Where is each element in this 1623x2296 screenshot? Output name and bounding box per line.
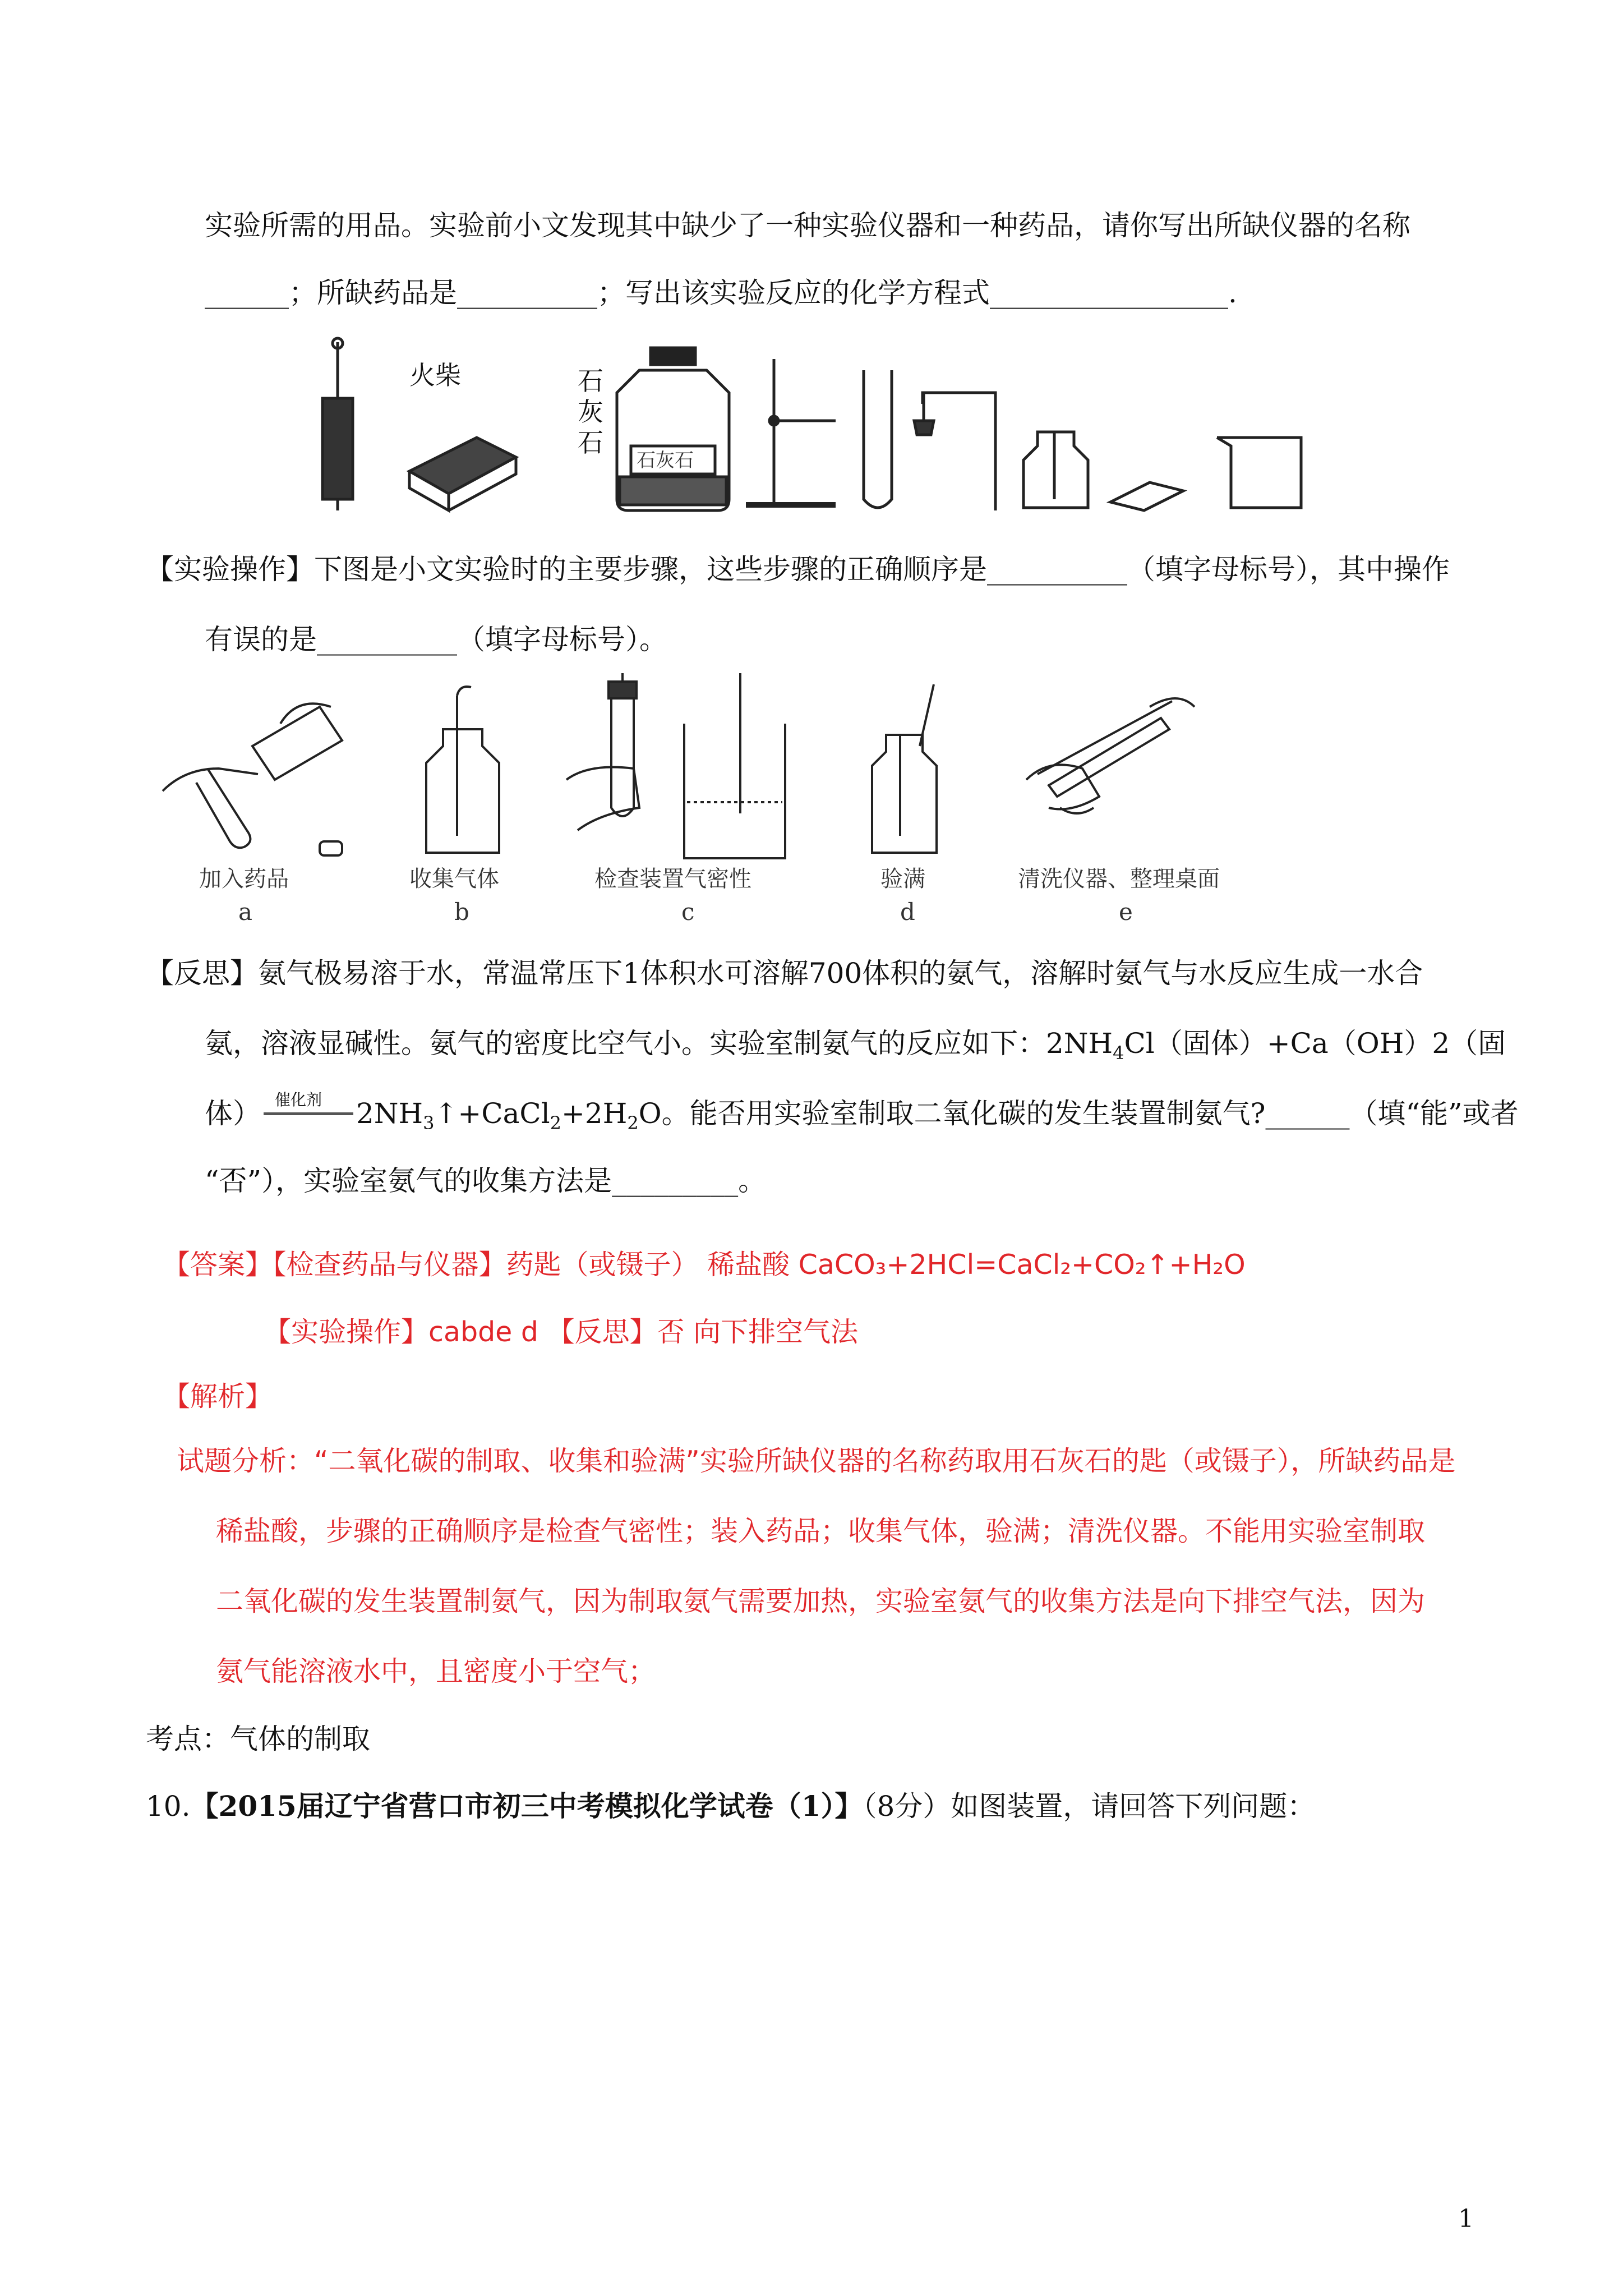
beaker-icon	[1217, 438, 1301, 508]
step-d-illustration	[872, 684, 937, 853]
reflection-line-3-d: +2H	[561, 1097, 628, 1130]
reflection-line-2-a: 氨，溶液显碱性。氨气的密度比空气小。实验室制氨气的反应如下：2NH	[205, 1027, 1113, 1060]
intro-line-2: ______；所缺药品是__________；写出该实验反应的化学方程式_________________.	[205, 277, 1237, 309]
stone-label-3: 石	[578, 427, 603, 458]
reflection-line-3-sub1: 3	[423, 1112, 435, 1134]
reflection-line-3-sub2: 2	[550, 1112, 561, 1134]
test-tube-brush-icon	[322, 338, 353, 510]
step-b-illustration	[426, 687, 499, 853]
reflection-line-2	[205, 1027, 1506, 1070]
step-d-caption: 验满	[880, 866, 925, 892]
analysis-line-4: 氨气能溶液水中，且密度小于空气；	[216, 1655, 656, 1687]
step-c-letter: c	[681, 898, 695, 926]
matchbox-icon	[409, 438, 516, 510]
step-d-letter: d	[900, 898, 915, 926]
limestone-jar-icon	[617, 348, 729, 510]
step-e-caption: 清洗仪器、整理桌面	[1018, 866, 1220, 892]
reflection-line-1: 【反思】氨气极易溶于水，常温常压下1体积水可溶解700体积的氨气，溶解时氨气与水反应生成一水合	[146, 957, 1423, 990]
step-a-illustration	[163, 703, 342, 855]
gas-bottle-icon	[1023, 432, 1088, 508]
jar-label: 石灰石	[637, 449, 694, 472]
reflection-line-3-c: ↑+CaCl	[434, 1097, 550, 1130]
test-tube-icon	[864, 370, 892, 508]
reflection-line-3	[205, 1091, 1519, 1140]
question-10	[146, 1789, 1315, 1823]
stone-label-1: 石	[578, 366, 603, 396]
operation-line-2: 有误的是__________（填字母标号）。	[205, 623, 667, 656]
step-a-letter: a	[238, 898, 253, 926]
reflection-line-2-b: Cl（固体）+Ca（OH）2（固	[1124, 1027, 1506, 1060]
question-10-number: 10.	[146, 1790, 191, 1823]
analysis-line-2: 稀盐酸，步骤的正确顺序是检查气密性；装入药品；收集气体，验满；清洗仪器。不能用实验室制取	[216, 1515, 1426, 1547]
step-b-caption: 收集气体	[409, 866, 499, 892]
analysis-title: 【解析】	[163, 1381, 273, 1412]
step-e-illustration	[1026, 698, 1195, 813]
apparatus-figure	[303, 337, 1335, 522]
iron-stand-icon	[746, 359, 836, 505]
stopper-with-tube-icon	[914, 393, 995, 510]
kaodian: 考点：气体的制取	[146, 1723, 370, 1755]
reflection-line-4: “否”），实验室氨气的收集方法是_________。	[205, 1165, 767, 1197]
matches-label: 火柴	[409, 360, 461, 390]
step-a-caption: 加入药品	[199, 866, 289, 892]
question-10-text: （8分）如图装置，请回答下列问题：	[863, 1790, 1316, 1823]
step-c-illustration	[566, 673, 785, 858]
page-number: 1	[1458, 2205, 1474, 2233]
step-b-letter: b	[454, 898, 469, 926]
reflection-line-3-a: 体）	[205, 1097, 261, 1130]
glass-plate-icon	[1110, 482, 1183, 510]
reflection-line-2-sub: 4	[1113, 1042, 1124, 1064]
answer-line-1: 【答案】【检查药品与仪器】药匙（或镊子） 稀盐酸 CaCO₃+2HCl=CaCl₂+CO₂↑+H₂O	[163, 1249, 1246, 1281]
reflection-line-3-sub3: 2	[627, 1112, 639, 1134]
step-e-letter: e	[1119, 898, 1133, 926]
stone-label-2: 灰	[578, 397, 603, 427]
analysis-line-1: 试题分析：“二氧化碳的制取、收集和验满”实验所缺仪器的名称药取用石灰石的匙（或镊子），所缺药品是	[177, 1445, 1456, 1477]
catalyst-arrow	[261, 1091, 356, 1127]
reflection-line-3-e: O。能否用实验室制取二氧化碳的发生装置制氨气?______（填“能”或者	[638, 1097, 1519, 1130]
reflection-line-3-b: 2NH	[356, 1097, 423, 1130]
answer-line-2: 【实验操作】cabde d 【反思】否 向下排空气法	[264, 1316, 859, 1348]
catalyst-label: 催化剂	[275, 1091, 322, 1109]
steps-figure	[151, 673, 1251, 931]
operation-line-1: 【实验操作】下图是小文实验时的主要步骤，这些步骤的正确顺序是__________（填字母标号），其中操作	[146, 553, 1450, 586]
intro-line-1: 实验所需的用品。实验前小文发现其中缺少了一种实验仪器和一种药品，请你写出所缺仪器的名称	[205, 209, 1410, 242]
step-c-caption: 检查装置气密性	[594, 866, 751, 892]
question-10-source: 【2015届辽宁省营口市初三中考模拟化学试卷（1）】	[190, 1789, 863, 1823]
analysis-line-3: 二氧化碳的发生装置制氨气，因为制取氨气需要加热，实验室氨气的收集方法是向下排空气法，因为	[216, 1585, 1426, 1617]
